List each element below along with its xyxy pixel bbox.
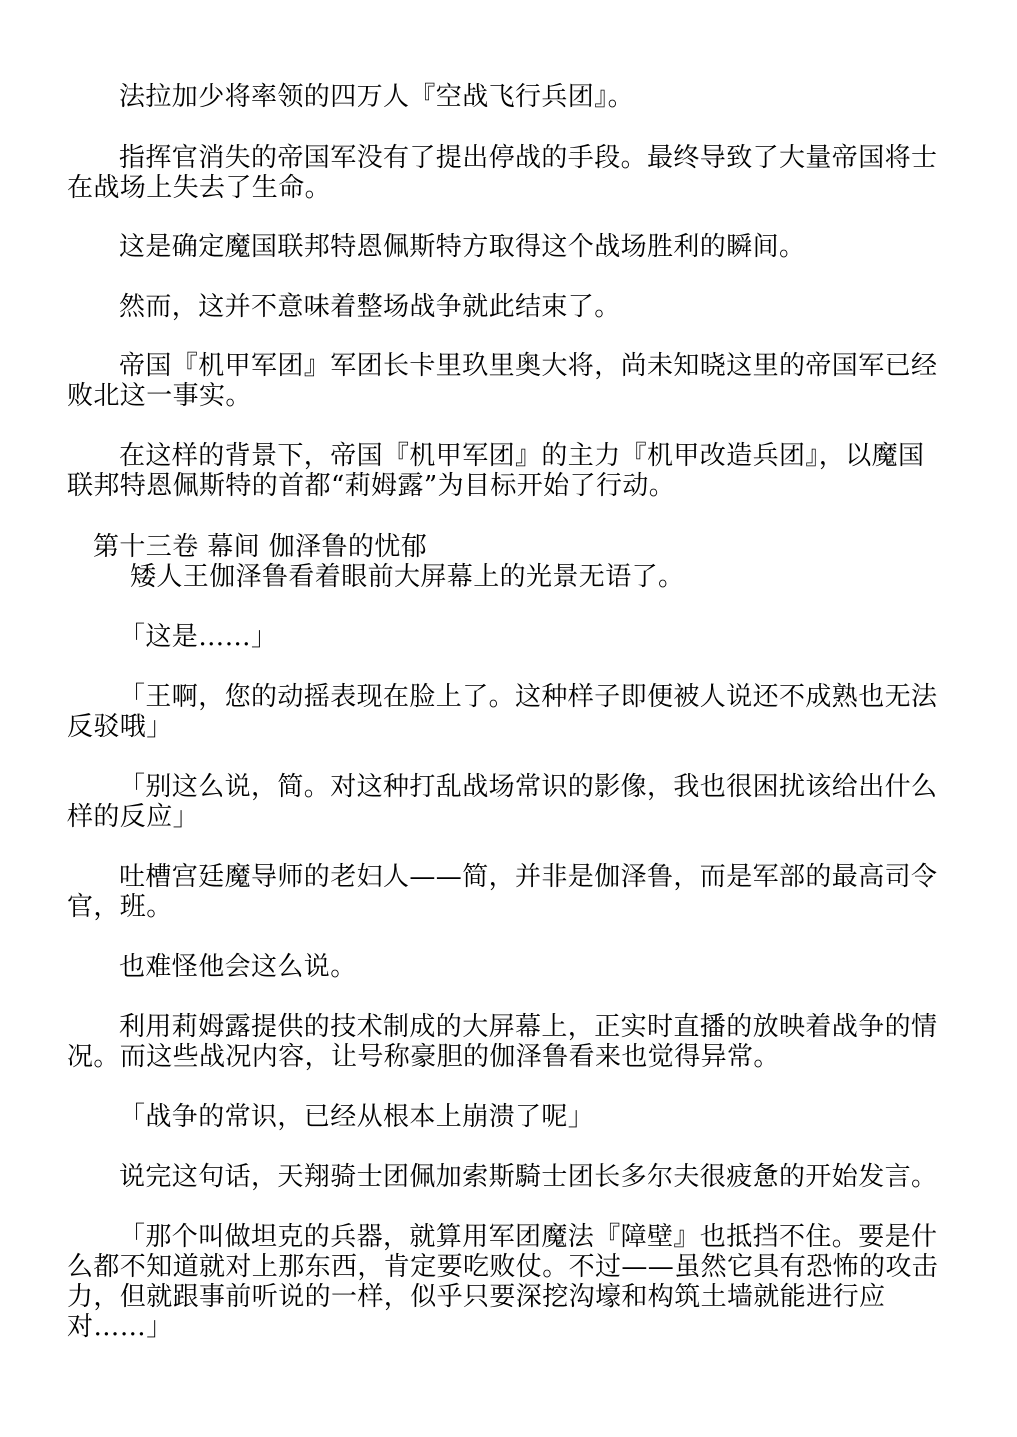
paragraph-line: 官，班。 (67, 892, 173, 922)
paragraph-line: 然而，这并不意味着整场战争就此结束了。 (119, 292, 621, 322)
dialogue-line: 「别这么说，简。对这种打乱战场常识的影像，我也很困扰该给出什么 (119, 772, 938, 802)
paragraph-line: 在这样的背景下，帝国『机甲军团』的主力『机甲改造兵团』，以魔国 (119, 441, 925, 471)
paragraph-line: 说完这句话，天翔骑士团佩加索斯騎士团长多尔夫很疲惫的开始发言。 (119, 1162, 938, 1192)
paragraph-line: 败北这一事实。 (67, 381, 252, 411)
dialogue-line: 「战争的常识，已经从根本上崩溃了呢」 (119, 1102, 595, 1132)
chapter-title: 第十三卷 幕间 伽泽鲁的忧郁 (93, 532, 428, 562)
paragraph-line: 指挥官消失的帝国军没有了提出停战的手段。最终导致了大量帝国将士 (119, 143, 938, 173)
paragraph-line: 在战场上失去了生命。 (67, 173, 332, 203)
paragraph-line: 利用莉姆露提供的技术制成的大屏幕上，正实时直播的放映着战争的情 (119, 1012, 938, 1042)
dialogue-line: 「那个叫做坦克的兵器，就算用军团魔法『障壁』也抵挡不住。要是什 (119, 1222, 938, 1252)
dialogue-line: 对……」 (67, 1312, 173, 1342)
dialogue-line: 力，但就跟事前听说的一样，似乎只要深挖沟壕和构筑土墙就能进行应 (67, 1282, 886, 1312)
paragraph-line: 这是确定魔国联邦特恩佩斯特方取得这个战场胜利的瞬间。 (119, 232, 806, 262)
dialogue-line: 么都不知道就对上那东西，肯定要吃败仗。不过——虽然它具有恐怖的攻击 (67, 1252, 939, 1282)
dialogue-line: 样的反应」 (67, 802, 200, 832)
paragraph-line: 吐槽宫廷魔导师的老妇人——简，并非是伽泽鲁，而是军部的最高司令 (119, 862, 938, 892)
dialogue-line: 反驳哦」 (67, 712, 173, 742)
paragraph-line: 也难怪他会这么说。 (119, 952, 357, 982)
paragraph-line: 联邦特恩佩斯特的首都“莉姆露”为目标开始了行动。 (67, 471, 676, 501)
paragraph-line: 况。而这些战况内容，让号称豪胆的伽泽鲁看来也觉得异常。 (67, 1042, 780, 1072)
dialogue-line: 「王啊，您的动摇表现在脸上了。这种样子即便被人说还不成熟也无法 (119, 682, 938, 712)
paragraph-line: 帝国『机甲军团』军团长卡里玖里奥大将，尚未知晓这里的帝国军已经 (119, 351, 938, 381)
paragraph-line: 法拉加少将率领的四万人『空战飞行兵团』。 (119, 82, 635, 112)
paragraph-line: 矮人王伽泽鲁看着眼前大屏幕上的光景无语了。 (130, 562, 685, 592)
dialogue-line: 「这是……」 (119, 622, 278, 652)
